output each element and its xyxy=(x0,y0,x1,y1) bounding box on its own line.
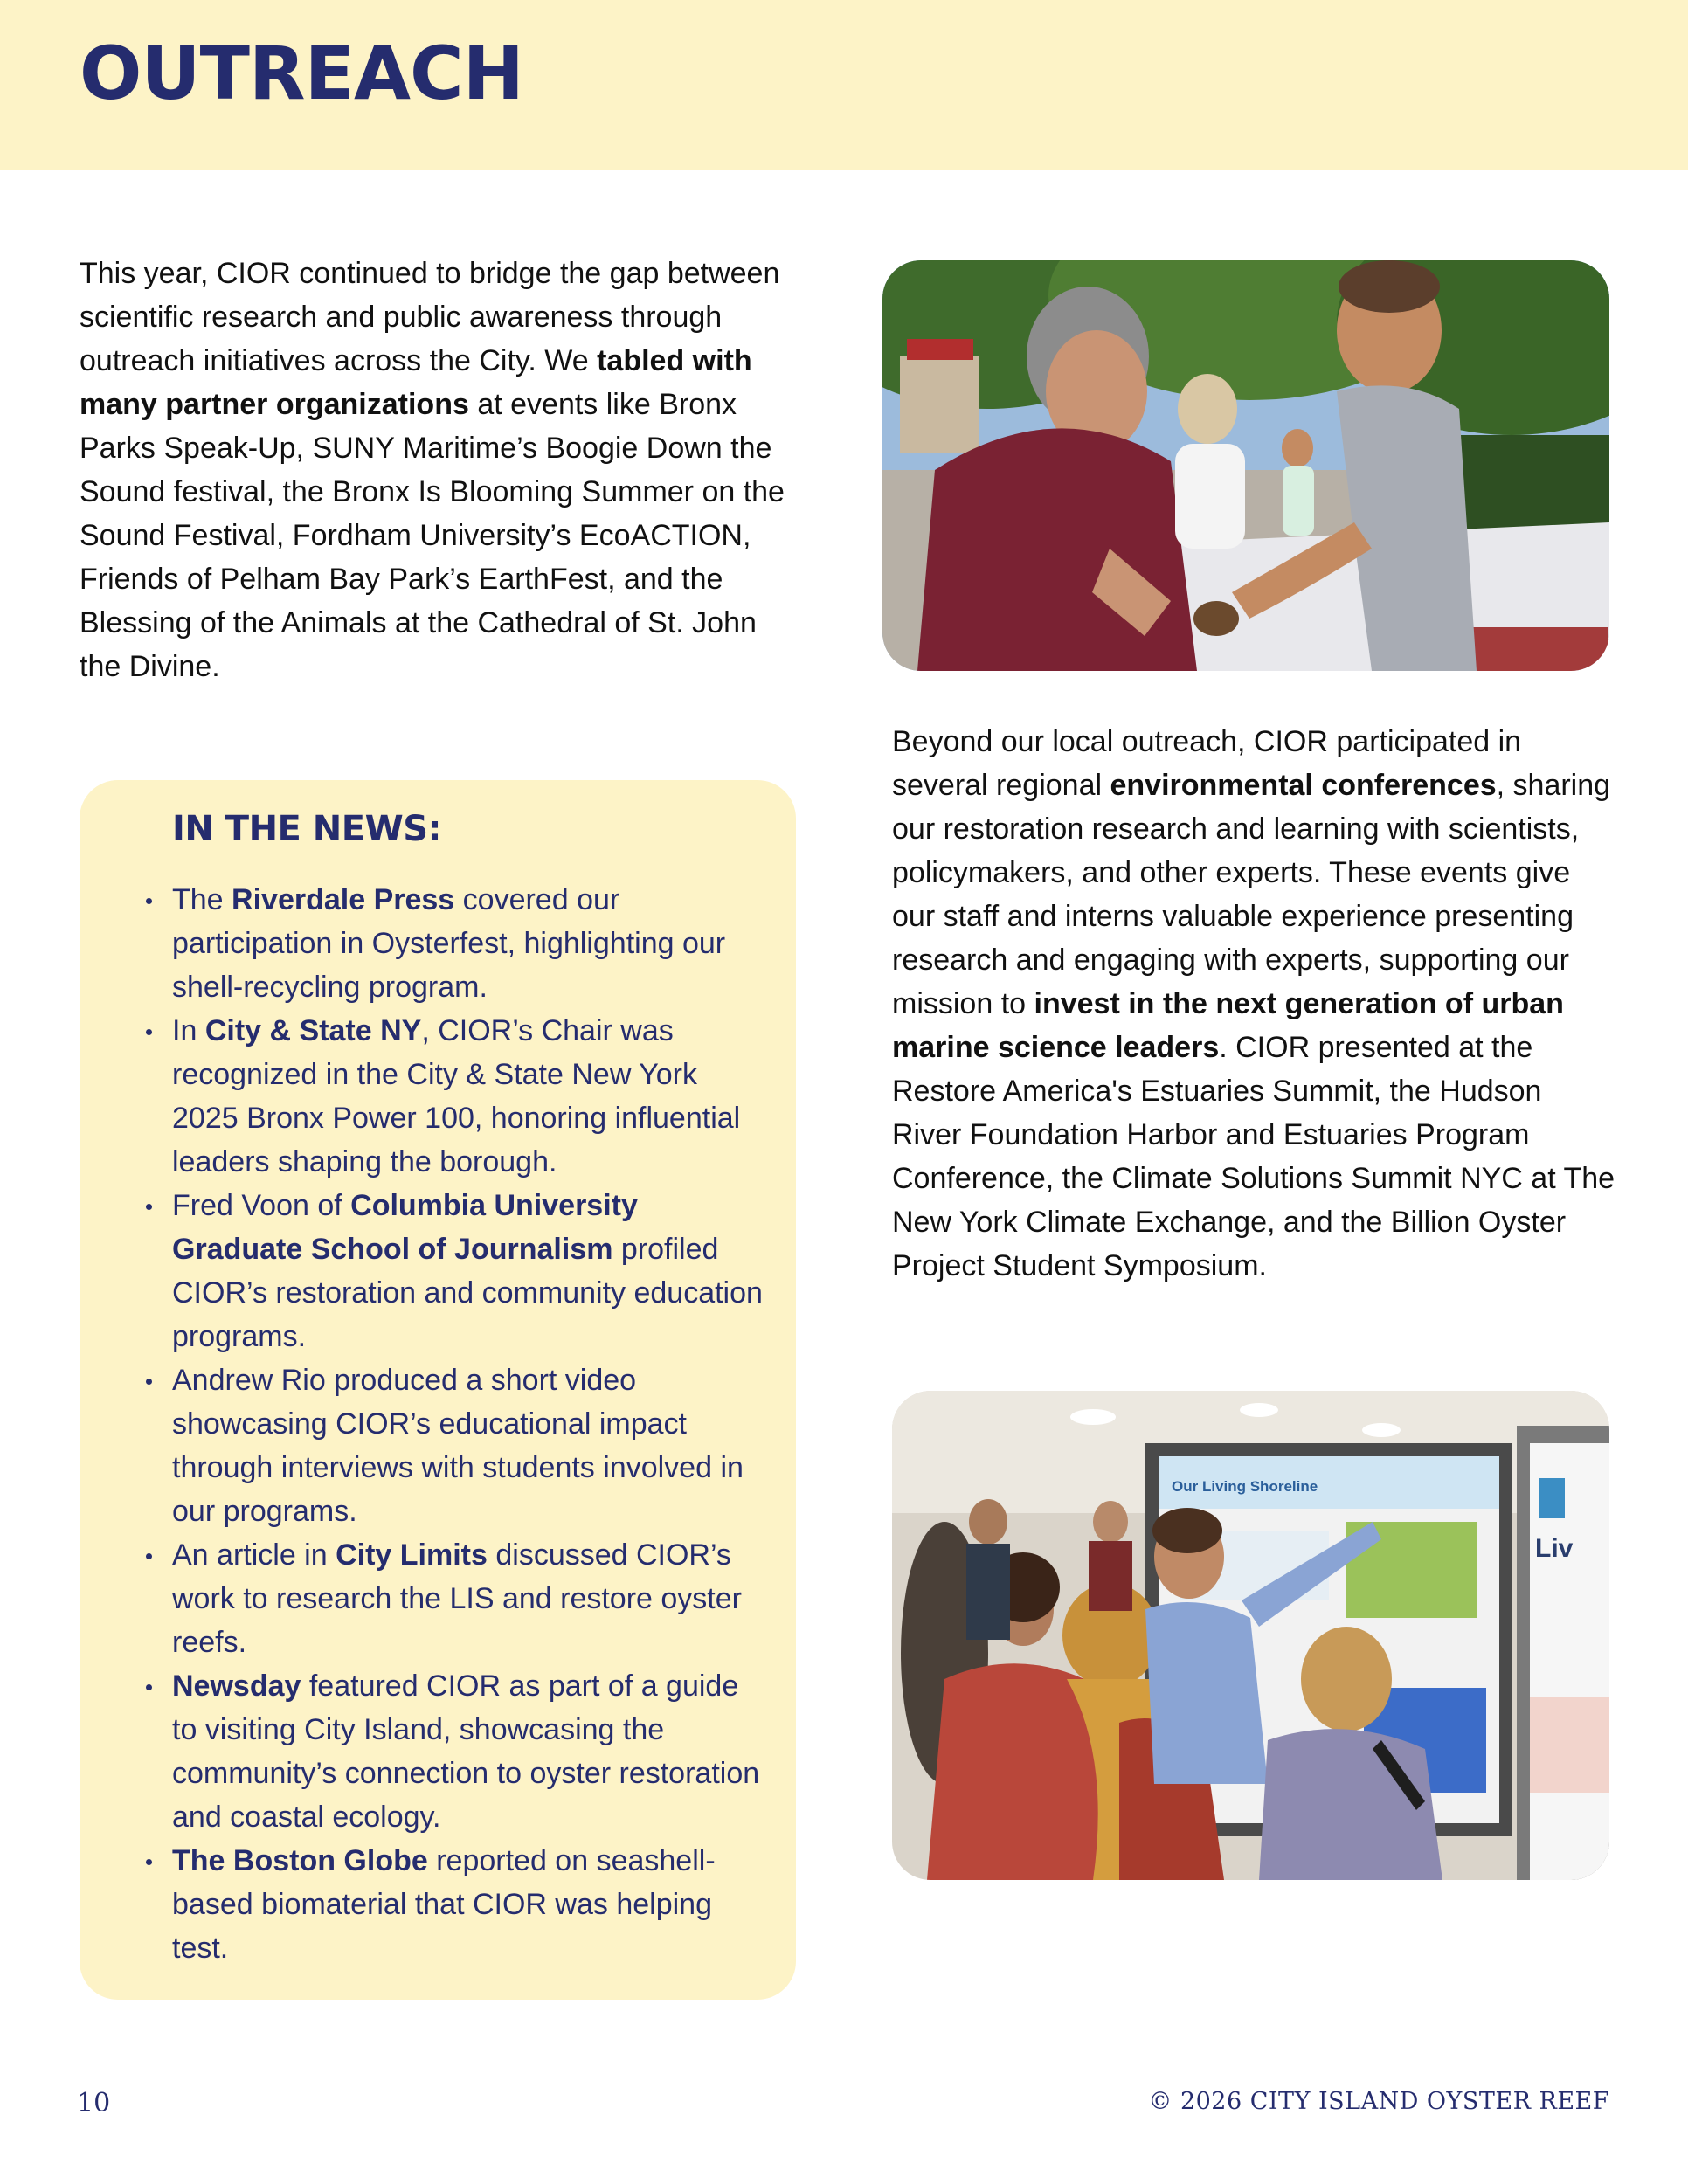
news-item: Fred Voon of Columbia University Graduate School of Journalism profiled CIOR’s restoration and community education programs. xyxy=(172,1184,766,1358)
page-title: OUTREACH xyxy=(80,31,523,116)
outreach-event-photo xyxy=(882,260,1609,671)
news-box xyxy=(80,780,796,2000)
conf-bold-1: environmental conferences xyxy=(1110,769,1497,802)
conference-poster-photo xyxy=(892,1391,1609,1880)
copyright-notice: © 2026 CITY ISLAND OYSTER REEF xyxy=(1148,2088,1609,2115)
right-panel-text: Liv xyxy=(1535,1534,1574,1563)
news-list xyxy=(172,878,766,1970)
news-item: Newsday featured CIOR as part of a guide to visiting City Island, showcasing the community’s connection to oyster restoration and coastal ecology. xyxy=(172,1664,766,1839)
news-item: An article in City Limits discussed CIOR’s work to research the LIS and restore oyster reefs. xyxy=(172,1533,766,1664)
conf-text-3: . CIOR presented at the Restore America's Estuaries Summit, the Hudson River Foundation Harbor and Estuaries Program Conference, the Climate Solutions Summit NYC at The New York Climate Exchange, and the Billion Oyster Project Student Symposium. xyxy=(892,1031,1615,1282)
news-item: In City & State NY, CIOR’s Chair was recognized in the City & State New York 2025 Bronx Power 100, honoring influential leaders shaping the borough. xyxy=(172,1009,766,1184)
conf-text-1: Beyond our local outreach, CIOR participated in several regional xyxy=(892,725,1522,802)
intro-paragraph xyxy=(80,252,796,688)
page-number: 10 xyxy=(77,2088,111,2118)
news-item: The Riverdale Press covered our participation in Oysterfest, highlighting our shell-recycling program. xyxy=(172,878,766,1009)
news-item: Andrew Rio produced a short video showcasing CIOR’s educational impact through interviews with students involved in our programs. xyxy=(172,1358,766,1533)
intro-bold-1: tabled with many partner organizations xyxy=(80,344,752,421)
conf-bold-2: invest in the next generation of urban marine science leaders xyxy=(892,987,1564,1064)
poster-title-text: Our Living Shoreline xyxy=(1172,1478,1318,1495)
news-item: The Boston Globe reported on seashell-based biomaterial that CIOR was helping test. xyxy=(172,1839,766,1970)
conferences-paragraph xyxy=(892,720,1617,1288)
news-heading: IN THE NEWS: xyxy=(172,809,442,849)
intro-text-1: This year, CIOR continued to bridge the gap between scientific research and public awareness through outreach initiatives across the City. We xyxy=(80,257,780,377)
conf-text-2: , sharing our restoration research and learning with scientists, policymakers, and other experts. These events give our staff and interns valuable experience presenting research and engaging with experts, supporting our mission to xyxy=(892,769,1611,1020)
intro-text-2: at events like Bronx Parks Speak-Up, SUNY Maritime’s Boogie Down the Sound festival, the Bronx Is Blooming Summer on the Sound Festival, Fordham University’s EcoACTION, Friends of Pelham Bay Park’s EarthFest, and the Blessing of the Animals at the Cathedral of St. John the Divine. xyxy=(80,388,785,683)
